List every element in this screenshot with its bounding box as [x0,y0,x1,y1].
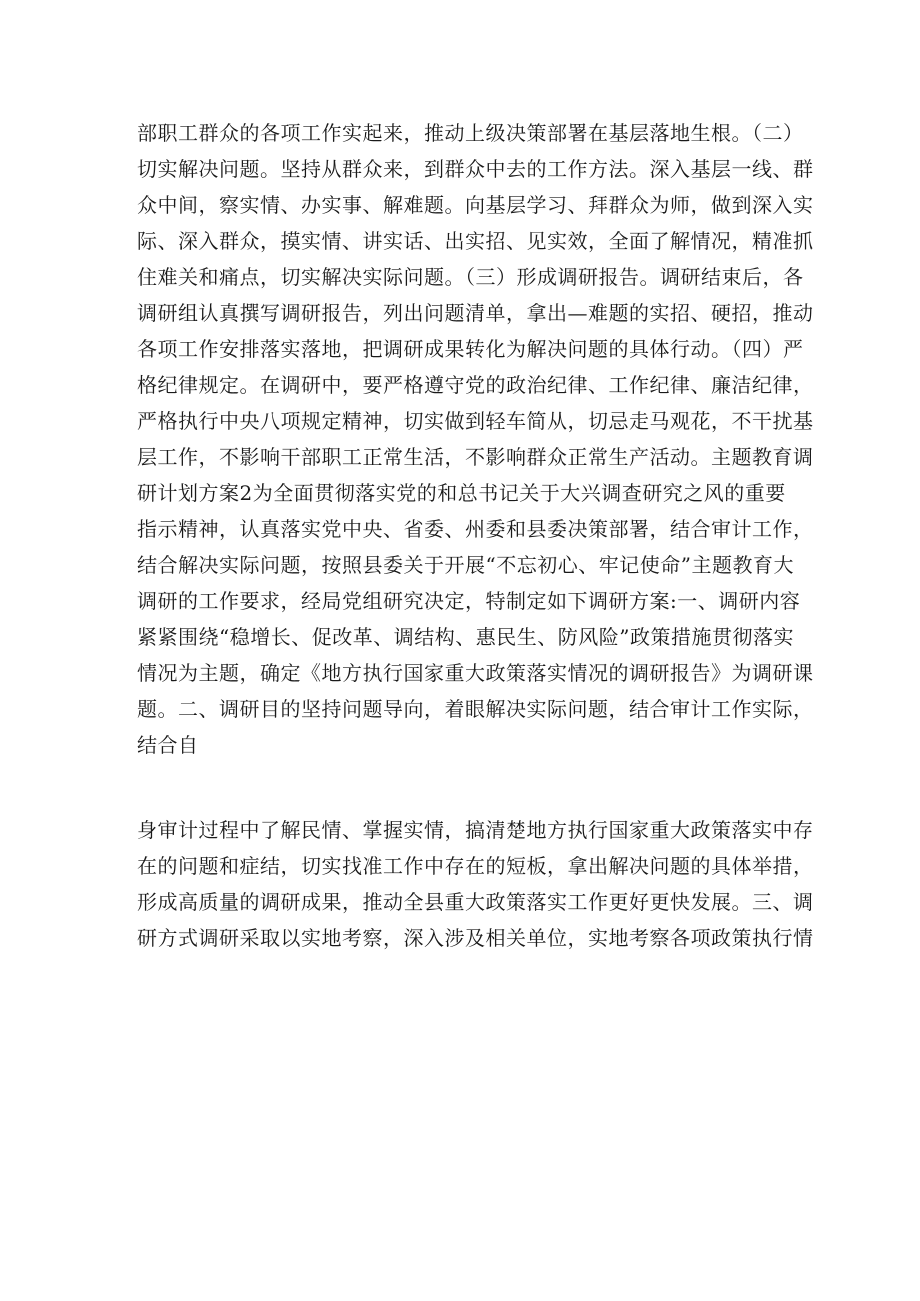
text-line: 众中间，察实情、办实事、解难题。向基层学习、拜群众为师，做到深入实 [137,193,814,217]
text-line: 在的问题和症结，切实找准工作中存在的短板，拿出解决问题的具体举措， [137,854,814,878]
text-line: 调研的工作要求，经局党组研究决定，特制定如下调研方案:一、调研内容 [137,589,801,613]
text-line: 格纪律规定。在调研中，要严格遵守党的政治纪律、工作纪律、廉洁纪律， [137,373,814,397]
paragraph-gap [137,763,817,812]
text-line: 结合解决实际问题，按照县委关于开展“不忘初心、牢记使命”主题教育大 [137,553,794,577]
text-line: 形成高质量的调研成果，推动全县重大政策落实工作更好更快发展。三、调 [137,890,814,914]
text-line: 切实解决问题。坚持从群众来，到群众中去的工作方法。深入基层一线、群 [137,157,814,181]
text-line: 指示精神，认真落实党中央、省委、州委和县委决策部署，结合审计工作， [137,517,814,541]
text-line: 情况为主题，确定《地方执行国家重大政策落实情况的调研报告》为调研课 [137,661,814,685]
text-line: 严格执行中央八项规定精神，切实做到轻车简从，切忌走马观花，不干扰基 [137,409,814,433]
text-line: 调研组认真撰写调研报告，列出问题清单，拿出—难题的实招、硬招，推动 [137,301,814,325]
text-line: 题。二、调研目的坚持问题导向，着眼解决实际问题，结合审计工作实际， [137,697,814,721]
text-line: 研方式调研采取以实地考察，深入涉及相关单位，实地考察各项政策执行情 [137,926,814,950]
text-line: 身审计过程中了解民情、掌握实情，搞清楚地方执行国家重大政策落实中存 [137,818,814,842]
text-line: 部职工群众的各项工作实起来，推动上级决策部署在基层落地生根。（二） [137,121,804,145]
text-line: 际、深入群众，摸实情、讲实话、出实招、见实效，全面了解情况，精准抓 [137,229,814,253]
document-body [137,115,817,956]
text-line: 层工作，不影响干部职工正常生活，不影响群众正常生产活动。主题教育调 [137,445,814,469]
text-line: 结合自 [137,733,199,757]
text-line: 各项工作安排落实落地，把调研成果转化为解决问题的具体行动。（四）严 [137,337,804,361]
text-line: 紧紧围绕“稳增长、促改革、调结构、惠民生、防风险”政策措施贯彻落实 [137,625,794,649]
text-line: 住难关和痛点，切实解决实际问题。（三）形成调研报告。调研结束后，各 [137,265,804,289]
text-line: 研计划方案2为全面贯彻落实党的和总书记关于大兴调查研究之风的重要 [137,481,786,505]
